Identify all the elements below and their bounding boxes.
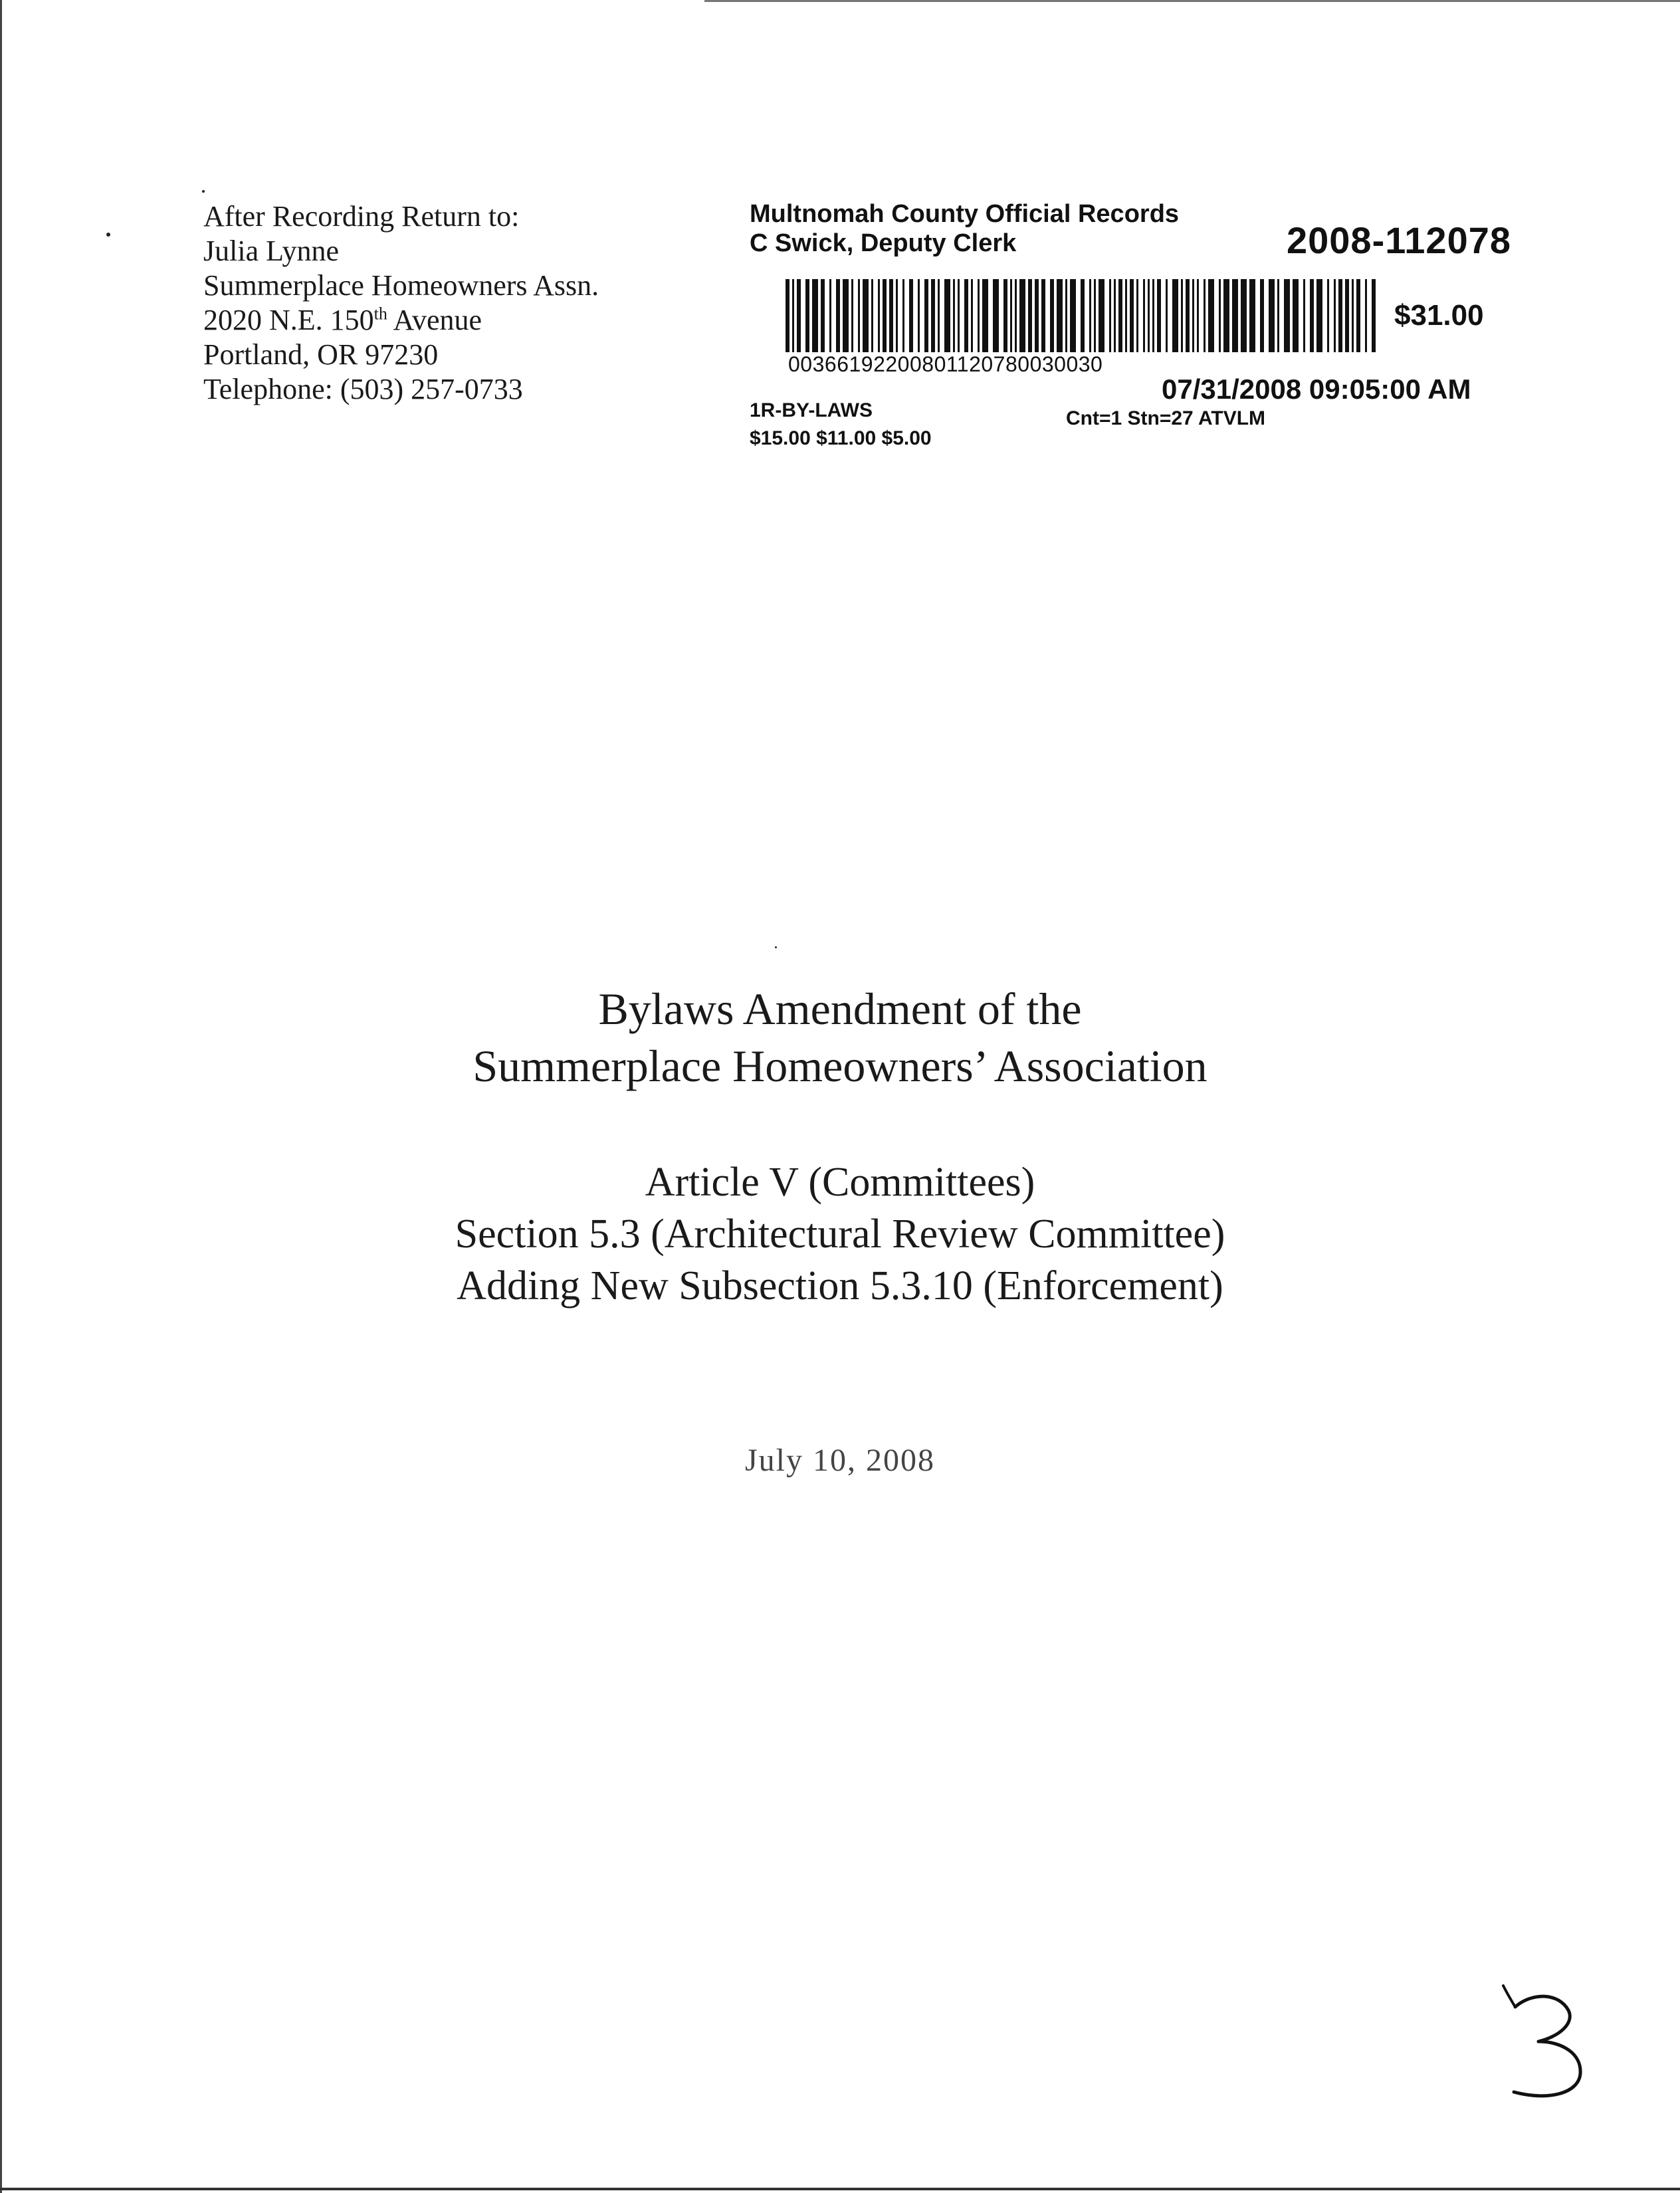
barcode-bar bbox=[1356, 279, 1360, 352]
subtitle-line-2: Section 5.3 (Architectural Review Committee) bbox=[455, 1211, 1225, 1257]
barcode-bar bbox=[1109, 279, 1111, 352]
barcode-bar bbox=[821, 279, 825, 352]
barcode-bar bbox=[1284, 279, 1290, 352]
barcode-bar bbox=[812, 279, 818, 352]
barcode-bar bbox=[1327, 279, 1329, 352]
barcode-bar bbox=[851, 279, 853, 352]
barcode bbox=[786, 279, 1384, 352]
barcode-bar bbox=[1166, 279, 1168, 352]
barcode-bar bbox=[1065, 279, 1067, 352]
date-text: July 10, 2008 bbox=[744, 1443, 935, 1478]
barcode-bar bbox=[971, 279, 973, 352]
barcode-bar bbox=[1081, 279, 1085, 352]
barcode-bar bbox=[1118, 279, 1122, 352]
scan-edge-bottom bbox=[0, 2188, 1680, 2190]
barcode-bar bbox=[982, 279, 988, 352]
barcode-bar bbox=[1372, 279, 1376, 352]
title-line-1: Bylaws Amendment of the bbox=[598, 984, 1082, 1034]
fee-breakdown: $15.00 $11.00 $5.00 bbox=[750, 427, 932, 449]
barcode-number: 00366192200801120780030030 bbox=[788, 352, 1103, 376]
scan-edge-top bbox=[704, 0, 1680, 2]
deputy-clerk-label: C Swick, Deputy Clerk bbox=[750, 229, 1017, 257]
barcode-bar bbox=[1293, 279, 1299, 352]
barcode-bar bbox=[1136, 279, 1138, 352]
barcode-bar bbox=[1050, 279, 1054, 352]
barcode-bar bbox=[1148, 279, 1150, 352]
barcode-bar bbox=[878, 279, 880, 352]
barcode-bar bbox=[1241, 279, 1247, 352]
scan-speck bbox=[106, 233, 110, 237]
barcode-bar bbox=[1223, 279, 1229, 352]
barcode-bar bbox=[797, 279, 801, 352]
barcode-bar bbox=[902, 279, 904, 352]
return-address bbox=[203, 199, 599, 407]
barcode-bar bbox=[931, 279, 935, 352]
barcode-bar bbox=[1041, 279, 1045, 352]
barcode-bar bbox=[871, 279, 873, 352]
barcode-bar bbox=[978, 279, 980, 352]
barcode-bar bbox=[896, 279, 898, 352]
barcode-bar bbox=[1089, 279, 1091, 352]
document-type: 1R-BY-LAWS bbox=[750, 399, 873, 421]
barcode-bar bbox=[1192, 279, 1194, 352]
barcode-bar bbox=[1365, 279, 1367, 352]
barcode-bar bbox=[1015, 279, 1017, 352]
barcode-bar bbox=[1094, 279, 1096, 352]
document-number: 2008-112078 bbox=[1287, 219, 1512, 261]
return-name: Julia Lynne bbox=[203, 235, 340, 267]
barcode-bar bbox=[1197, 279, 1199, 352]
barcode-bar bbox=[1232, 279, 1238, 352]
barcode-bar bbox=[1070, 279, 1076, 352]
document-date bbox=[0, 1442, 1680, 1479]
barcode-bar bbox=[1316, 279, 1322, 352]
barcode-bar bbox=[1057, 279, 1063, 352]
barcode-bar bbox=[1338, 279, 1342, 352]
barcode-bar bbox=[1208, 279, 1214, 352]
barcode-bar bbox=[829, 279, 831, 352]
return-city: Portland, OR 97230 bbox=[203, 338, 439, 371]
return-heading: After Recording Return to: bbox=[203, 200, 520, 233]
subtitle-line-3: Adding New Subsection 5.3.10 (Enforcement) bbox=[457, 1263, 1223, 1308]
barcode-bar bbox=[889, 279, 893, 352]
barcode-bar bbox=[1352, 279, 1354, 352]
recording-stamp bbox=[750, 199, 1514, 465]
barcode-bar bbox=[1099, 279, 1104, 352]
barcode-bar bbox=[1172, 279, 1178, 352]
return-telephone: Telephone: (503) 257-0733 bbox=[203, 373, 523, 405]
return-street: 2020 N.E. 150th Avenue bbox=[203, 304, 482, 336]
barcode-bar bbox=[918, 279, 920, 352]
barcode-bar bbox=[1010, 279, 1012, 352]
barcode-bar bbox=[1130, 279, 1134, 352]
barcode-bar bbox=[883, 279, 887, 352]
barcode-bar bbox=[805, 279, 809, 352]
fee-total: $31.00 bbox=[1394, 299, 1484, 332]
recorded-datetime: 07/31/2008 09:05:00 AM bbox=[1162, 373, 1471, 405]
barcode-bar bbox=[792, 279, 794, 352]
barcode-bar bbox=[944, 279, 950, 352]
barcode-bar bbox=[1125, 279, 1127, 352]
scan-speck bbox=[202, 190, 205, 193]
barcode-bar bbox=[924, 279, 928, 352]
document-subtitle bbox=[0, 1156, 1680, 1312]
scan-edge-left bbox=[0, 0, 2, 2193]
barcode-bar bbox=[1028, 279, 1032, 352]
barcode-bar bbox=[1181, 279, 1183, 352]
barcode-bar bbox=[993, 279, 999, 352]
barcode-bar bbox=[1143, 279, 1145, 352]
barcode-bar bbox=[1277, 279, 1279, 352]
title-line-2: Summerplace Homeowners’ Association bbox=[472, 1041, 1208, 1091]
barcode-bar bbox=[836, 279, 840, 352]
barcode-bar bbox=[863, 279, 869, 352]
county-records-label: Multnomah County Official Records bbox=[750, 200, 1180, 228]
handwritten-page-number bbox=[1495, 1980, 1602, 2107]
barcode-bar bbox=[958, 279, 960, 352]
barcode-bar bbox=[1303, 279, 1305, 352]
document-title bbox=[0, 980, 1680, 1095]
return-organization: Summerplace Homeowners Assn. bbox=[203, 269, 599, 302]
barcode-bar bbox=[1219, 279, 1221, 352]
barcode-bar bbox=[909, 279, 913, 352]
subtitle-line-1: Article V (Committees) bbox=[645, 1160, 1035, 1205]
barcode-bar bbox=[1310, 279, 1314, 352]
barcode-bar bbox=[1204, 279, 1206, 352]
barcode-bar bbox=[843, 279, 849, 352]
barcode-bar bbox=[1269, 279, 1275, 352]
barcode-bar bbox=[1152, 279, 1154, 352]
barcode-bar bbox=[858, 279, 860, 352]
scan-speck bbox=[775, 946, 777, 948]
barcode-bar bbox=[1249, 279, 1255, 352]
barcode-bar bbox=[1114, 279, 1116, 352]
barcode-bar bbox=[1003, 279, 1007, 352]
barcode-bar bbox=[964, 279, 968, 352]
barcode-bar bbox=[1035, 279, 1039, 352]
barcode-bar bbox=[1186, 279, 1190, 352]
barcode-bar bbox=[1260, 279, 1264, 352]
barcode-bar bbox=[1345, 279, 1349, 352]
barcode-bar bbox=[786, 279, 789, 352]
barcode-bar bbox=[1019, 279, 1025, 352]
barcode-bar bbox=[1334, 279, 1336, 352]
barcode-bar bbox=[938, 279, 940, 352]
count-station: Cnt=1 Stn=27 ATVLM bbox=[1066, 407, 1266, 429]
barcode-bar bbox=[1157, 279, 1161, 352]
barcode-bar bbox=[953, 279, 955, 352]
